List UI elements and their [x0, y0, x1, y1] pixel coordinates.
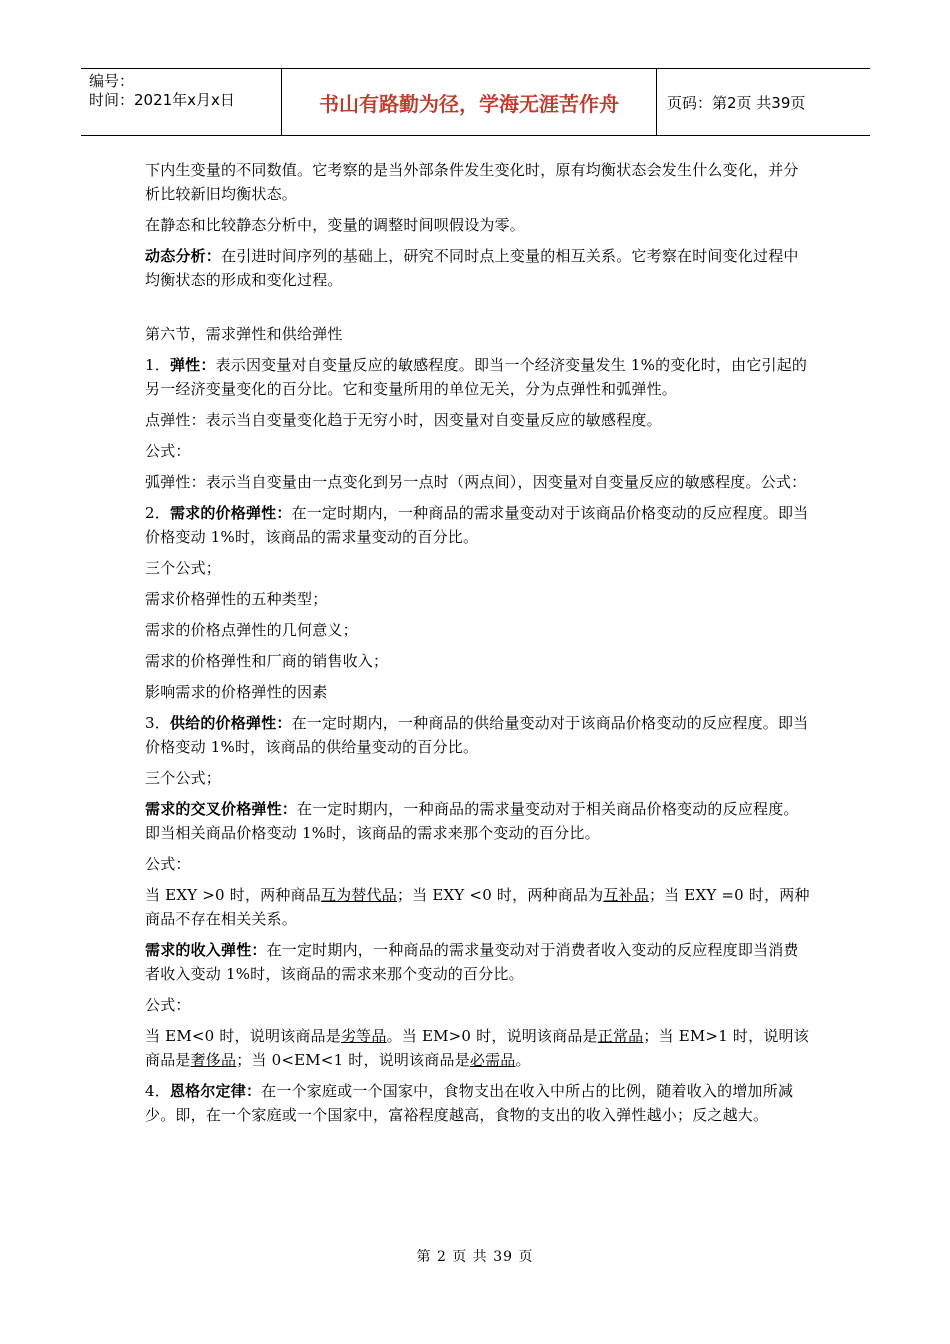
paragraph [145, 1079, 810, 1127]
paragraph [145, 244, 810, 292]
underlined-term: 正常品 [597, 1027, 644, 1045]
number-label: 编号： [89, 72, 135, 90]
text: ；当 EXY =0 时，两种商品不存在相关关系。 [145, 886, 810, 928]
paragraph: 三个公式； [145, 769, 222, 787]
page-footer: 第 2 页 共 39 页 [416, 1249, 534, 1265]
underlined-term: 互补品 [603, 886, 649, 904]
item-number: 3． [145, 714, 170, 732]
paragraph: 在静态和比较静态分析中，变量的调整时间呗假设为零。 [145, 216, 526, 234]
text: 当 EXY >0 时，两种商品 [145, 886, 321, 904]
paragraph [145, 711, 810, 759]
paragraph: 公式： [145, 855, 191, 873]
item-number: 4． [145, 1082, 170, 1100]
text: 。当 EM>0 时，说明该商品是 [386, 1027, 598, 1045]
paragraph [145, 883, 810, 931]
text: 。 [515, 1051, 531, 1069]
text: ；当 EM>1 时，说明该商品是 [145, 1027, 809, 1069]
paragraph: 公式： [145, 442, 191, 460]
date-line: 时间：2021年x月x日 [89, 91, 235, 109]
header-table [81, 68, 870, 136]
term: 需求的交叉价格弹性： [145, 800, 298, 818]
underlined-term: 奢侈品 [190, 1051, 237, 1069]
term: 供给的价格弹性： [169, 714, 292, 732]
item-number: 1． [145, 356, 170, 374]
text: 在引进时间序列的基础上，研究不同时点上变量的相互关系。它考察在时间变化过程中均衡状态的形成和变化过程。 [145, 247, 799, 289]
underlined-term: 劣等品 [340, 1027, 387, 1045]
item-number: 2． [145, 504, 170, 522]
underlined-term: 必需品 [469, 1051, 516, 1069]
section-heading: 第六节，需求弹性和供给弹性 [145, 325, 343, 343]
document-body [145, 158, 810, 1134]
paragraph: 影响需求的价格弹性的因素 [145, 683, 328, 701]
paragraph [145, 1024, 810, 1072]
paragraph: 需求的价格点弹性的几何意义； [145, 621, 358, 639]
paragraph: 点弹性：表示当自变量变化趋于无穷小时，因变量对自变量反应的敏感程度。 [145, 411, 662, 429]
header-page-info: 页码：第2页 共39页 [667, 93, 806, 112]
text: 在一定时期内，一种商品的需求量变动对于消费者收入变动的反应程度即当消费者收入变动 1%时，该商品的需求来那个变动的百分比。 [145, 941, 799, 983]
text: 在一定时期内，一种商品的供给量变动对于该商品价格变动的反应程度。即当价格变动 1%时，该商品的供给量变动的百分比。 [145, 714, 809, 756]
paragraph [145, 353, 810, 401]
text: 当 EM<0 时，说明该商品是 [145, 1027, 341, 1045]
text: 表示因变量对自变量反应的敏感程度。即当一个经济变量发生 1%的变化时，由它引起的另一经济变量变化的百分比。它和变量所用的单位无关，分为点弹性和弧弹性。 [145, 356, 808, 398]
text: 在一定时期内，一种商品的需求量变动对于相关商品价格变动的反应程度。即当相关商品价格变动 1%时，该商品的需求来那个变动的百分比。 [145, 800, 799, 842]
header-motto: 书山有路勤为径，学海无涯苦作舟 [281, 69, 657, 135]
paragraph [145, 501, 810, 549]
text: 在一定时期内，一种商品的需求量变动对于该商品价格变动的反应程度。即当价格变动 1%时，该商品的需求量变动的百分比。 [145, 504, 809, 546]
text: 在一个家庭或一个国家中，食物支出在收入中所占的比例，随着收入的增加所减少。即，在一个家庭或一个国家中，富裕程度越高，食物的支出的收入弹性越小；反之越大。 [145, 1082, 794, 1124]
paragraph: 下内生变量的不同数值。它考察的是当外部条件发生变化时，原有均衡状态会发生什么变化，并分析比较新旧均衡状态。 [145, 161, 799, 203]
header-left-cell [81, 69, 281, 135]
term: 动态分析： [145, 247, 222, 265]
term: 恩格尔定律： [169, 1082, 262, 1100]
term: 需求的收入弹性： [145, 941, 267, 959]
paragraph: 需求价格弹性的五种类型； [145, 590, 328, 608]
paragraph: 需求的价格弹性和厂商的销售收入； [145, 652, 389, 670]
text: ；当 0<EM<1 时，说明该商品是 [236, 1051, 470, 1069]
paragraph: 弧弹性：表示当自变量由一点变化到另一点时（两点间），因变量对自变量反应的敏感程度。公式： [145, 473, 807, 491]
underlined-term: 互为替代品 [320, 886, 397, 904]
paragraph: 三个公式； [145, 559, 222, 577]
text: ；当 EXY <0 时，两种商品为 [396, 886, 604, 904]
term: 弹性： [169, 356, 216, 374]
paragraph: 公式： [145, 996, 191, 1014]
term: 需求的价格弹性： [169, 504, 292, 522]
paragraph [145, 938, 810, 986]
paragraph [145, 797, 810, 845]
